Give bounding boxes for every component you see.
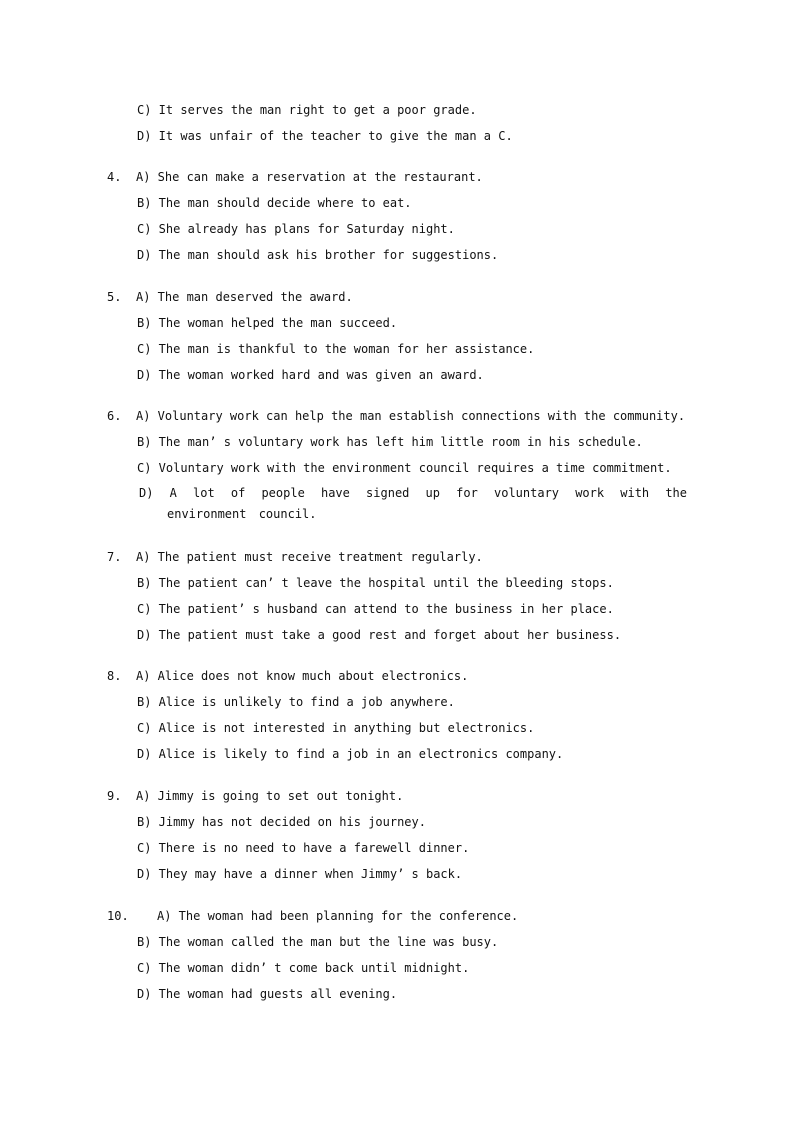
option-d (139, 483, 687, 525)
option-b: B) The man should decide where to eat. (137, 196, 412, 210)
question-number: 10. (107, 909, 129, 923)
option-d: D) The woman had guests all evening. (137, 987, 398, 1001)
option-c: C) There is no need to have a farewell dinner. (137, 841, 470, 855)
option-d: D) The patient must take a good rest and forget about her business. (137, 628, 622, 642)
question-number: 4. (107, 170, 122, 184)
option-d: D) They may have a dinner when Jimmy’ s back. (137, 867, 463, 881)
option-a: A) The man deserved the award. (136, 290, 353, 304)
option-b: B) Jimmy has not decided on his journey. (137, 815, 426, 829)
option-a: A) Jimmy is going to set out tonight. (136, 789, 404, 803)
question-number: 8. (107, 669, 122, 683)
option-c: C) Alice is not interested in anything but electronics. (137, 721, 535, 735)
option-b: B) The woman helped the man succeed. (137, 316, 398, 330)
option-a: A) The woman had been planning for the conference. (157, 909, 519, 923)
option-c: C) The woman didn’ t come back until midnight. (137, 961, 470, 975)
option-a: A) She can make a reservation at the restaurant. (136, 170, 483, 184)
option-c: C) Voluntary work with the environment council requires a time commitment. (137, 461, 672, 475)
question-number: 9. (107, 789, 122, 803)
option-d-text: D) A lot of people have signed up for voluntary work with the environment council. (139, 486, 687, 521)
option-d: D) The woman worked hard and was given an award. (137, 368, 484, 382)
option-a: A) The patient must receive treatment regularly. (136, 550, 483, 564)
option-d: D) The man should ask his brother for suggestions. (137, 248, 499, 262)
option-b: B) Alice is unlikely to find a job anywhere. (137, 695, 455, 709)
option-d: D) It was unfair of the teacher to give the man a C. (137, 129, 513, 143)
question-number: 7. (107, 550, 122, 564)
question-number: 6. (107, 409, 122, 423)
option-c: C) She already has plans for Saturday night. (137, 222, 455, 236)
option-b: B) The woman called the man but the line was busy. (137, 935, 499, 949)
option-c: C) It serves the man right to get a poor grade. (137, 103, 477, 117)
option-b: B) The man’ s voluntary work has left him little room in his schedule. (137, 435, 643, 449)
question-number: 5. (107, 290, 122, 304)
option-a: A) Alice does not know much about electronics. (136, 669, 469, 683)
option-d: D) Alice is likely to find a job in an electronics company. (137, 747, 564, 761)
option-b: B) The patient can’ t leave the hospital until the bleeding stops. (137, 576, 614, 590)
option-c: C) The man is thankful to the woman for her assistance. (137, 342, 535, 356)
option-a: A) Voluntary work can help the man establish connections with the community. (136, 409, 686, 423)
option-c: C) The patient’ s husband can attend to the business in her place. (137, 602, 614, 616)
